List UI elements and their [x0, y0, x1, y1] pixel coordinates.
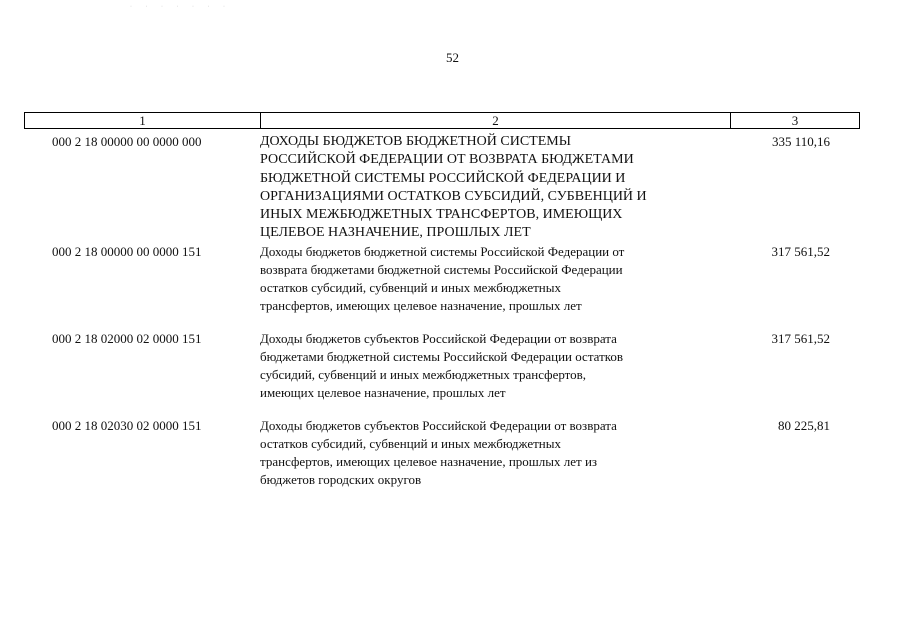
page-number: 52: [446, 50, 459, 65]
description-line: трансфертов, имеющих целевое назначение, прошлых лет: [260, 298, 582, 313]
description-line: ИНЫХ МЕЖБЮДЖЕТНЫХ ТРАНСФЕРТОВ, ИМЕЮЩИХ: [260, 207, 623, 223]
description-line: ОРГАНИЗАЦИЯМИ ОСТАТКОВ СУБСИДИЙ, СУБВЕНЦИЙ И: [260, 188, 647, 204]
row-description: [260, 243, 700, 315]
description-line: остатков субсидий, субвенций и иных межбюджетных: [260, 280, 561, 295]
description-line: Доходы бюджетов субъектов Российской Федерации от возврата: [260, 418, 617, 433]
header-col-2: 2: [261, 113, 731, 128]
budget-code: 000 2 18 00000 00 0000 000: [52, 134, 202, 149]
scan-noise: · · · · · · ·: [130, 4, 231, 10]
description-line: ЦЕЛЕВОЕ НАЗНАЧЕНИЕ, ПРОШЛЫХ ЛЕТ: [260, 225, 531, 241]
description-line: субсидий, субвенций и иных межбюджетных трансфертов,: [260, 367, 587, 382]
description-line: трансфертов, имеющих целевое назначение, прошлых лет из: [260, 454, 598, 469]
row-description: [260, 417, 700, 489]
description-line: РОССИЙСКОЙ ФЕДЕРАЦИИ ОТ ВОЗВРАТА БЮДЖЕТАМИ: [260, 152, 634, 168]
description-line: остатков субсидий, субвенций и иных межбюджетных: [260, 436, 561, 451]
description-line: бюджетов городских округов: [260, 472, 422, 487]
amount-value: 335 110,16: [771, 134, 830, 149]
amount-value: 317 561,52: [771, 244, 830, 259]
description-line: имеющих целевое назначение, прошлых лет: [260, 385, 506, 400]
description-line: ДОХОДЫ БЮДЖЕТОВ БЮДЖЕТНОЙ СИСТЕМЫ: [260, 134, 571, 149]
amount-value: 80 225,81: [778, 418, 830, 433]
header-col-1: 1: [25, 113, 261, 128]
budget-code: 000 2 18 02030 02 0000 151: [52, 418, 202, 433]
header-col-3: 3: [791, 113, 799, 128]
row-description: [260, 133, 700, 243]
description-line: Доходы бюджетов бюджетной системы Российской Федерации от: [260, 244, 625, 259]
budget-code: 000 2 18 02000 02 0000 151: [52, 331, 202, 346]
row-description: [260, 330, 700, 402]
amount-value: 317 561,52: [771, 331, 830, 346]
table-header: [24, 112, 860, 129]
description-line: БЮДЖЕТНОЙ СИСТЕМЫ РОССИЙСКОЙ ФЕДЕРАЦИИ И: [260, 170, 626, 186]
description-line: бюджетами бюджетной системы Российской Федерации остатков: [260, 349, 624, 364]
description-line: возврата бюджетами бюджетной системы Российской Федерации: [260, 262, 623, 277]
description-line: Доходы бюджетов субъектов Российской Федерации от возврата: [260, 331, 617, 346]
budget-code: 000 2 18 00000 00 0000 151: [52, 244, 202, 259]
